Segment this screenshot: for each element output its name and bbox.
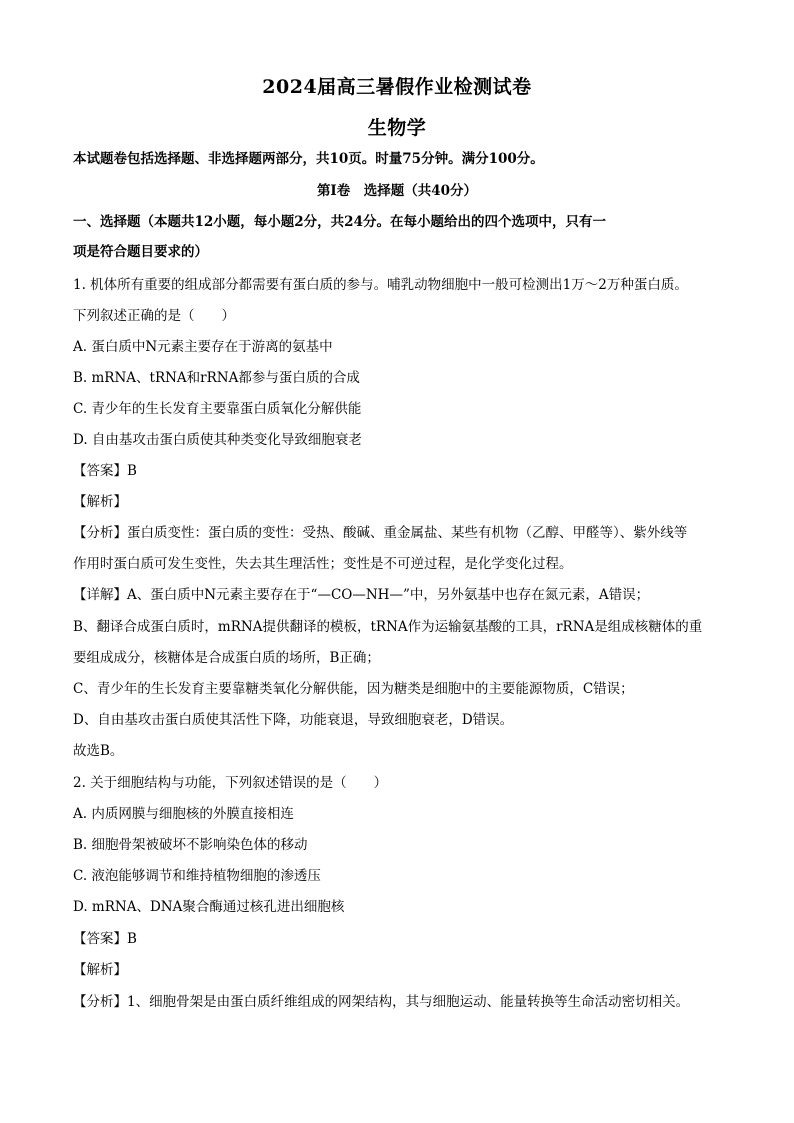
q2-option-b: B. 细胞骨架被破坏不影响染色体的移动 — [73, 837, 308, 853]
q2-answer: 【答案】B — [73, 931, 137, 947]
q1-option-a: A. 蛋白质中N元素主要存在于游离的氨基中 — [73, 339, 333, 355]
q1-stem-line1: 1. 机体所有重要的组成部分都需要有蛋白质的参与。哺乳动物细胞中一般可检测出1万～2万种蛋白质。 — [73, 277, 688, 293]
q2-analysis-label: 【解析】 — [73, 962, 127, 978]
q1-option-d: D. 自由基攻击蛋白质使其种类变化导致细胞衰老 — [73, 432, 362, 448]
exam-intro: 本试题卷包括选择题、非选择题两部分，共10页。时量75分钟。满分100分。 — [73, 151, 544, 167]
part1-title: 第Ⅰ卷 选择题（共40分） — [316, 183, 478, 199]
q1-analysis-line3: 【详解】A、蛋白质中N元素主要存在于“—CO—NH—”中，另外氨基中也存在氮元素，A错误； — [73, 587, 650, 603]
q2-option-d: D. mRNA、DNA聚合酶通过核孔进出细胞核 — [73, 899, 345, 915]
q2-analysis-line1: 【分析】1、细胞骨架是由蛋白质纤维组成的网架结构，其与细胞运动、能量转换等生命活动密切相关。 — [73, 994, 690, 1010]
q1-analysis-line2: 作用时蛋白质可发生变性，失去其生理活性；变性是不可逆过程，是化学变化过程。 — [73, 556, 573, 572]
q2-option-c: C. 液泡能够调节和维持植物细胞的渗透压 — [73, 868, 321, 884]
q1-option-b: B. mRNA、tRNA和rRNA都参与蛋白质的合成 — [73, 370, 360, 386]
q1-analysis-line6: C、青少年的生长发育主要靠糖类氧化分解供能，因为糖类是细胞中的主要能源物质，C错误； — [73, 681, 634, 697]
q2-option-a: A. 内质网膜与细胞核的外膜直接相连 — [73, 806, 294, 822]
q1-answer: 【答案】B — [73, 463, 137, 479]
section1-instruction-line2: 项是符合题目要求的） — [73, 244, 208, 260]
section1-instruction-line1: 一、选择题（本题共12小题，每小题2分，共24分。在每小题给出的四个选项中，只有一 — [73, 214, 606, 230]
subject-title: 生物学 — [367, 117, 427, 139]
q1-option-c: C. 青少年的生长发育主要靠蛋白质氧化分解供能 — [73, 401, 362, 417]
q1-analysis-line4: B、翻译合成蛋白质时，mRNA提供翻译的模板，tRNA作为运输氨基酸的工具，rRNA是组成核糖体的重 — [73, 619, 703, 635]
q1-analysis-line8: 故选B。 — [73, 743, 124, 759]
q1-analysis-line5: 要组成成分，核糖体是合成蛋白质的场所，B正确； — [73, 650, 380, 666]
q1-analysis-label: 【解析】 — [73, 494, 127, 510]
q2-stem: 2. 关于细胞结构与功能，下列叙述错误的是（ ） — [73, 775, 388, 791]
q1-analysis-line7: D、自由基攻击蛋白质使其活性下降，功能衰退，导致细胞衰老，D错误。 — [73, 712, 514, 728]
exam-title: 2024届高三暑假作业检测试卷 — [262, 76, 532, 98]
q1-stem-line2: 下列叙述正确的是（ ） — [73, 308, 235, 324]
q1-analysis-line1: 【分析】蛋白质变性：蛋白质的变性：受热、酸碱、重金属盐、某些有机物（乙醇、甲醛等）、紫外线等 — [73, 525, 688, 541]
